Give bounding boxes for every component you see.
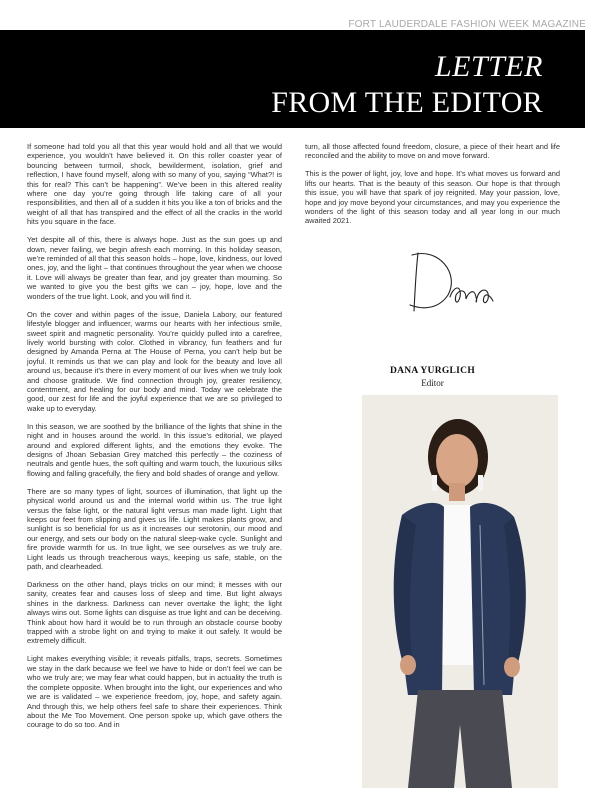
editor-portrait-illustration xyxy=(362,395,558,788)
left-column xyxy=(27,142,282,738)
title-banner xyxy=(0,30,585,128)
paragraph: Darkness on the other hand, plays tricks on our mind; it messes with our sanity, creates fear and causes loss of sleep and time. But light always shines in the darkness. Darkness can never overtake the light; the light always wins out. Some lights can disguise as true light and can be deceiving. Think about how hard it would be to run through an obstacle course booby trapped with a strobe light on and trying to make it out safely. It would be extremely difficult. xyxy=(27,580,282,646)
editor-role: Editor xyxy=(421,378,444,388)
paragraph: If someone had told you all that this year would hold and all that we would experience, you wouldn’t have believed it. On this roller coaster year of bouncing between turmoil, shock, bewilderment, isolation, grief and reflection, I have found myself, along with so many of you, saying “What?! is this for real? This can’t be happening”. We’ve been in this altered reality where one day you’re going through life taking care of all your responsibilities, and then all of a sudden it hits you like a ton of bricks and the weight of all that has transpired and the effect of all the cracks in the world hits you square in the face. xyxy=(27,142,282,227)
paragraph: Light makes everything visible; it reveals pitfalls, traps, secrets. Sometimes we stay in the dark because we feel we have to hide or don’t feel we can be who we truly are; we may fear what could happen, but in actuality the truth is the complete opposite. When brought into the light, our experiences and who we are is validated – we experience freedom, joy, hope, and safety again. And through this, we help others feel safe to share their experiences. Think about the Me Too Movement. One person spoke up, which gave others the courage to do so too. And in xyxy=(27,654,282,730)
paragraph: Yet despite all of this, there is always hope. Just as the sun goes up and down, never failing, we begin afresh each morning. In this holiday season, we’re reminded of all that this season holds – hope, love, kindness, our loved ones, joy, and the light – that continues throughout the year when we choose it. Love will always be greater than fear, and joy greater than mourning. So we wanted to give you the best gifts we can – joy, hope, love and the wonders of the true light. Look, and you will find it. xyxy=(27,235,282,301)
right-column xyxy=(305,142,560,234)
paragraph: There are so many types of light, sources of illumination, that light up the physical world around us and the internal world within us. The true light versus the false light, or the natural light versus man made light. Light that keeps our feet from slipping and gives us life. Light makes plants grow, and sunlight is so beneficial for us as it increases our serotonin, our mood and our energy, and sets our body on the natural sleep-wake cycle. Sunlight and fire provide warmth for us. In true light, we see ourselves as we truly are. Light leads us through treacherous ways, keeping us safe, stable, on the path, and clearheaded. xyxy=(27,486,282,572)
title-line-1: LETTER xyxy=(434,50,543,83)
editor-signature xyxy=(398,245,498,317)
editor-photo xyxy=(362,395,558,788)
title-line-2: FROM THE EDITOR xyxy=(271,86,543,119)
paragraph: In this season, we are soothed by the brilliance of the lights that shine in the night and in houses around the world. In this issue’s editorial, we played around and explored different lights, and the emotions they evoke. The designs of Jhoan Sebasian Grey matched this perfectly – the coziness of neutrals and gentle hues, the soft quilting and warm touch, the luxurious silks flowing and falling gracefully, the fiery and bold shades of orange and yellow. xyxy=(27,421,282,478)
paragraph: On the cover and within pages of the issue, Daniela Labory, our featured lifestyle blogger and influencer, warms our hearts with her infectious smile, sweet spirit and magnetic personality. You’re quickly pulled into a carefree, lively world bursting with color. Clothed in vibrancy, fun feathers and fur designed by Amanda Perna at The House of Perna, you can’t help but be joyful. It reminds us that we can play and look for the beauty and love all around us, because it’s there in every moment of our lives when we truly look and choose gratitude. We find connection through joy, greater resiliency, contentment, and healing for our body and mind. Today we celebrate the good, our zest for life and the joyful experience that we are so privileged to wake up to everyday. xyxy=(27,309,282,413)
paragraph: This is the power of light, joy, love and hope. It’s what moves us forward and lifts our hearts. That is the beauty of this season. Our hope is that through this issue, you will have that spark of joy reignited. May your passion, love, hope and joy move beyond your circumstances, and may you experience the wonders of the light of this season today and all year long in our much awaited 2021. xyxy=(305,169,560,226)
editor-name: DANA YURGLICH xyxy=(389,366,476,376)
paragraph: turn, all those affected found freedom, closure, a piece of their heart and life reconciled and the ability to move on and move forward. xyxy=(305,142,560,161)
magazine-masthead: FORT LAUDERDALE FASHION WEEK MAGAZINE xyxy=(348,19,586,30)
